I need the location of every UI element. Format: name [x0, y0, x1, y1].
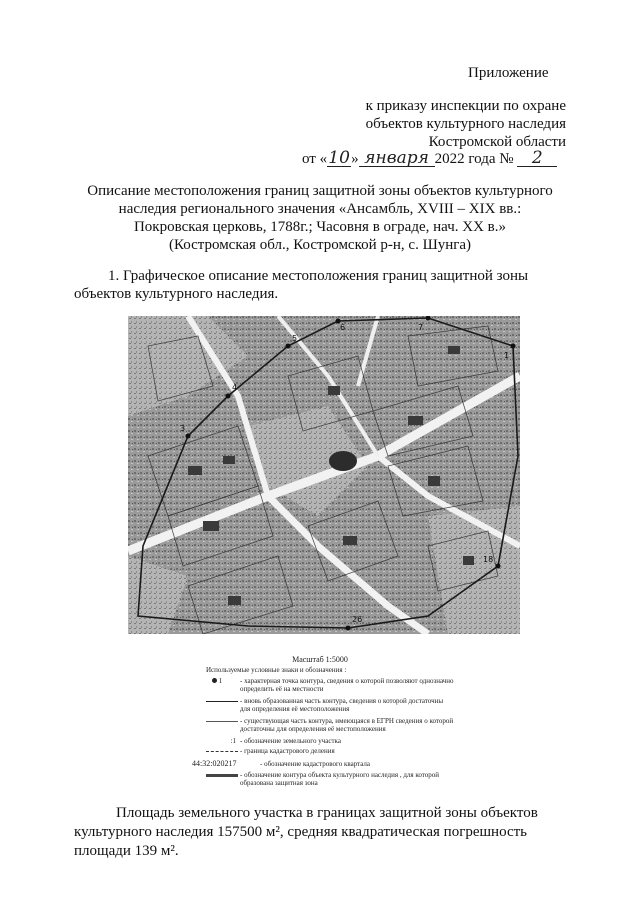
title-line-3: Покровская церковь, 1788г.; Часовня в ограде, нач. XX в.» — [133, 219, 507, 235]
legend-symbol-text: 1 — [218, 677, 223, 685]
legend-text: - вновь образованная часть контура, сведения о которой достаточны для определения её местоположения — [240, 697, 444, 713]
title-line-2: наследия регионального значения «Ансамбль, XVIII – XIX вв.: — [118, 201, 522, 217]
date-prefix: от « — [302, 151, 328, 167]
legend-symbol-parcel: :1 — [230, 737, 236, 745]
section-1-line-2: объектов культурного наследия. — [74, 286, 279, 302]
legend-item-existing-contour — [206, 717, 456, 733]
legend-symbol-quarter: 44:32:020217 — [192, 759, 237, 768]
legend-item-parcel — [206, 737, 456, 746]
annex-line-2: объектов культурного наследия — [365, 116, 566, 132]
legend-item-point — [206, 677, 456, 693]
date-year: 2022 года № — [434, 151, 514, 167]
date-mid: » — [351, 151, 359, 167]
legend-item-quarter — [192, 759, 456, 770]
legend-text: - обозначение кадастрового квартала — [260, 760, 371, 768]
order-number: 2 — [517, 150, 557, 167]
legend-item-cadastral-border — [206, 747, 456, 756]
thin-line-icon — [206, 721, 238, 722]
legend-text: - характерная точка контура, сведения о которой позволяют однозначно определить её на местности — [240, 677, 454, 693]
title-line-4: (Костромская обл., Костромской р-н, с. Шунга) — [168, 237, 472, 253]
point-marker-icon — [212, 678, 217, 683]
thick-line-icon — [206, 774, 238, 777]
annex-line-1: к приказу инспекции по охране — [365, 98, 566, 114]
map-point-label: 18 — [483, 555, 494, 564]
cadastral-map — [128, 316, 520, 634]
area-line-3: площади 139 м². — [74, 843, 179, 859]
date-month: января — [359, 150, 435, 167]
legend-text: - обозначение контура объекта культурного наследия , для которой образована защитная зона — [240, 771, 440, 787]
legend-heading: Используемые условные знаки и обозначения : — [206, 666, 347, 674]
map-point-label: 1 — [504, 351, 510, 360]
legend-scale: Масштаб 1:5000 — [292, 655, 348, 664]
map-point-label: 7 — [418, 323, 424, 332]
solid-line-icon — [206, 701, 238, 702]
annex-line-3: Костромской области — [428, 134, 566, 150]
order-date-line — [302, 150, 572, 168]
map-point-label: 3 — [180, 424, 186, 433]
section-1-line-1: 1. Графическое описание местоположения границ защитной зоны — [108, 268, 529, 284]
area-line-2: культурного наследия 157500 м², средняя квадратическая погрешность — [74, 824, 528, 840]
legend-text: - граница кадастрового деления — [240, 747, 335, 755]
area-line-1: Площадь земельного участка в границах защитной зоны объектов — [116, 805, 538, 821]
legend-text: - обозначение земельного участка — [240, 737, 341, 745]
date-day: 10 — [328, 148, 350, 168]
legend-symbol-point — [206, 677, 244, 685]
map-point-label: 26 — [352, 615, 363, 624]
legend-item-new-contour — [206, 697, 456, 713]
map-point-label: 4 — [232, 383, 238, 392]
map-point-label: 5 — [292, 334, 298, 343]
legend-item-heritage-contour — [206, 771, 456, 787]
title-line-1: Описание местоположения границ защитной зоны объектов культурного — [87, 183, 553, 199]
dashed-line-icon — [206, 751, 238, 752]
annex-title: Приложение — [468, 65, 549, 81]
legend-text: - существующая часть контура, имеющаяся в ЕГРН сведения о которой достаточны для определения её местоположения — [240, 717, 454, 733]
map-point-label: 6 — [340, 323, 346, 332]
